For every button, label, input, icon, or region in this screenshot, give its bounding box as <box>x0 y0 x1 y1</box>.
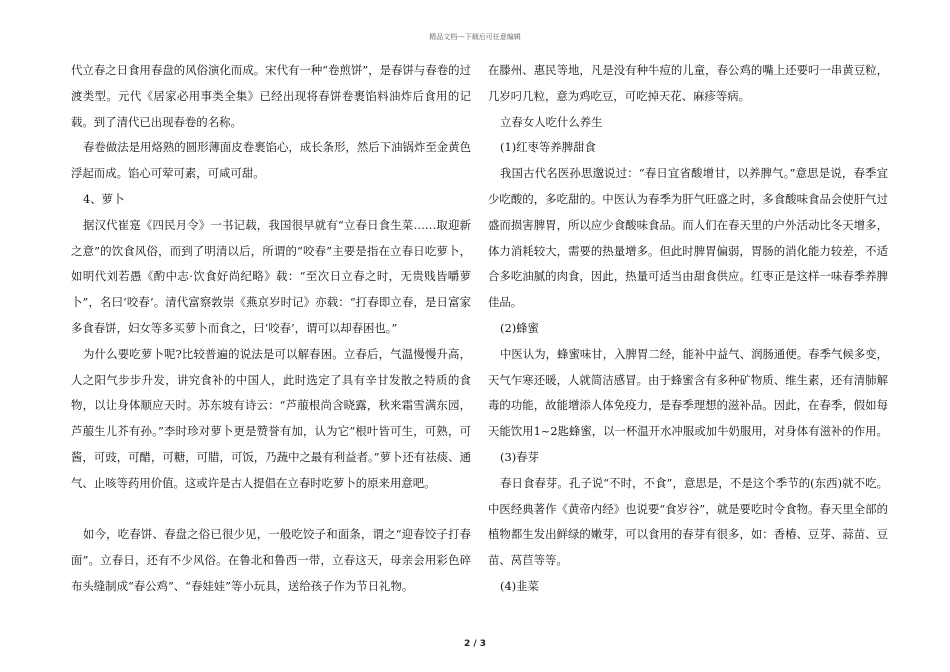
subheading: (1)红枣等养脾甜食 <box>500 140 596 155</box>
paragraph: 据汉代崔寔《四民月令》一书记载，我国很早就有“立春日食生菜……取迎新之意”的饮食风俗，而到了明清以后，所谓的“咬春”主要是指在立春日吃萝卜，如明代刘若愚《酌中志·饮食好尚纪略》载：“至次日立春之时，无贵贱皆嚼萝卜”，名曰‘咬春’。清代富察敦崇《燕京岁时记》亦载：“打春即立春，是日富家多食春饼，妇女等多买萝卜而食之，曰‘咬春’，谓可以却春困也。” <box>71 217 471 335</box>
page-header: 精品文档---下载后可任意编辑 <box>429 33 521 41</box>
paragraph: 代立春之日食用春盘的风俗演化而成。宋代有一种“卷煎饼”，是春饼与春卷的过渡类型。元代《居家必用事类全集》已经出现将春饼卷裹馅料油炸后食用的记载。到了清代已出现春卷的名称。 <box>71 63 471 129</box>
subheading: (3)春芽 <box>500 449 539 464</box>
paragraph: 春日食春芽。孔子说“不时，不食”，意思是，不是这个季节的(东西)就不吃。中医经典著作《黄帝内经》也说要“食岁谷”，就是要吃时令食物。春天里全部的植物都生发出鲜绿的嫩芽，可以食用的春芽有很多，如：香椿、豆芽、蒜苗、豆苗、莴苣等等。 <box>488 475 888 568</box>
paragraph: 在滕州、惠民等地，凡是没有种牛痘的儿童，春公鸡的嘴上还要叼一串黄豆粒，几岁叼几粒，意为鸡吃豆，可吃掉天花、麻疹等病。 <box>488 63 888 103</box>
page-number: 2 / 3 <box>463 639 487 649</box>
section-heading: 4、萝卜 <box>83 191 125 206</box>
paragraph: 如今，吃春饼、春盘之俗已很少见，一般吃饺子和面条，谓之“迎春饺子打春面”。立春日，还有不少风俗。在鲁北和鲁西一带，立春这天，母亲会用彩色碎布头缝制成“春公鸡”、“春娃娃”等小玩具，送给孩子作为节日礼物。 <box>71 527 471 593</box>
subheading: (2)蜂蜜 <box>500 320 539 335</box>
paragraph: 春卷做法是用烙熟的圆形薄面皮卷裹馅心，成长条形，然后下油锅炸至金黄色浮起而成。馅心可荤可素，可咸可甜。 <box>71 140 471 181</box>
subheading: (4)韭菜 <box>500 578 539 593</box>
paragraph: 中医认为，蜂蜜味甘，入脾胃二经，能补中益气、润肠通便。春季气候多变，天气乍寒还暖，人就简洁感冒。由于蜂蜜含有多种矿物质、维生素，还有清肺解毒的功能，故能增添人体免疫力，是春季理想的滋补品。因此，在春季，假如每天能饮用1~2匙蜂蜜，以一杯温开水冲服或加牛奶服用，对身体有滋补的作用。 <box>488 346 888 439</box>
paragraph: 我国古代名医孙思邈说过：“春日宜省酸增甘，以养脾气。”意思是说，春季宜少吃酸的，多吃甜的。中医认为春季为肝气旺盛之时，多食酸味食品会使肝气过盛而损害脾胃，所以应少食酸味食品。而人们在春天里的户外活动比冬天增多，体力消耗较大，需要的热量增多。但此时脾胃偏弱，胃肠的消化能力较差，不适合多吃油腻的肉食，因此，热量可适当由甜食供应。红枣正是这样一味春季养脾佳品。 <box>488 166 888 310</box>
section-heading: 立春女人吃什么养生 <box>500 114 603 129</box>
left-column <box>71 58 471 600</box>
paragraph-gap <box>71 497 471 523</box>
right-column <box>488 58 888 600</box>
paragraph: 为什么要吃萝卜呢?比较普遍的说法是可以解春困。立春后，气温慢慢升高，人之阳气步步升发，讲究食补的中国人，此时选定了具有辛甘发散之特质的食物，以让身体顺应天时。苏东坡有诗云：“芦菔根尚含晓露，秋来霜雪满东园，芦菔生儿芥有孙。”李时珍对萝卜更是赞誉有加，认为它“根叶皆可生，可熟，可酱，可豉，可醋，可糖，可腊，可饭，乃蔬中之最有利益者。”萝卜还有祛痰、通气、止咳等药用价值。这或许是古人提倡在立春时吃萝卜的原来用意吧。 <box>71 346 471 490</box>
